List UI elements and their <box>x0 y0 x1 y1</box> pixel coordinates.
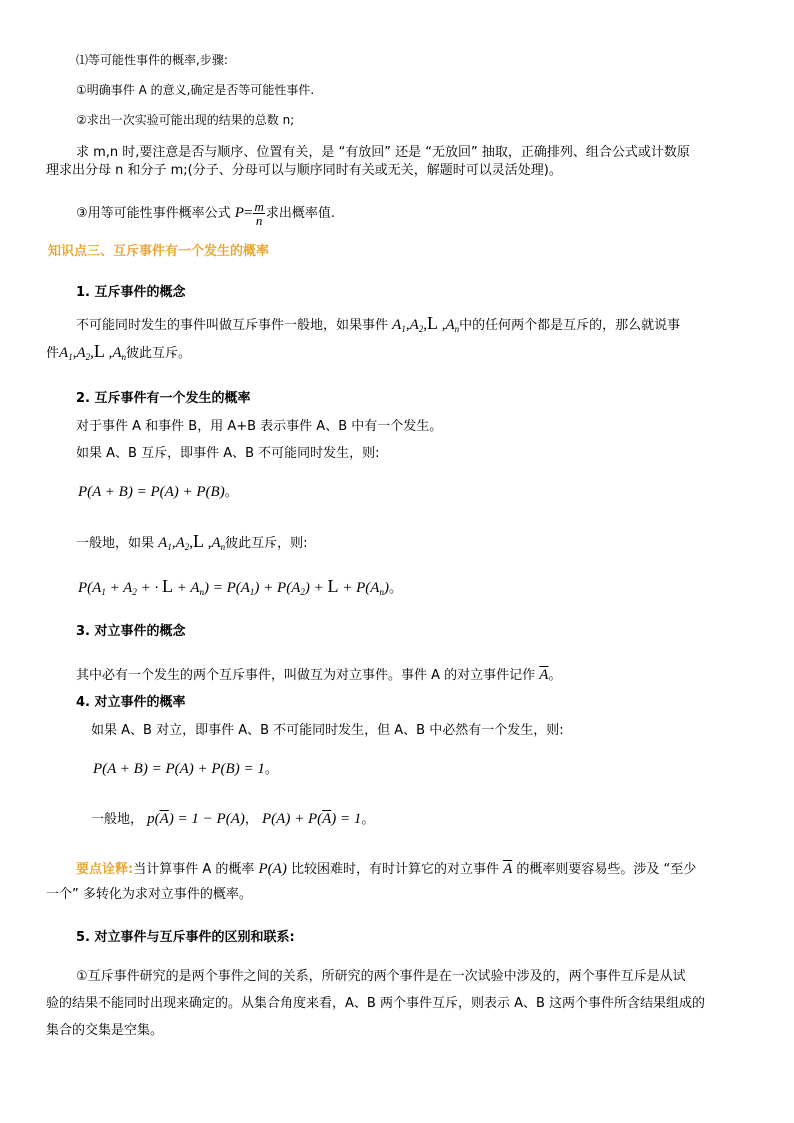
formula-3-text: P(A + B) = P(A) + P(B) = 1 <box>93 761 265 777</box>
para-2-line-3: 一般地，如果 $A_1,A_2,L$ $,A_n$彼此互斥，则: <box>76 531 308 552</box>
sym-a1: $A_1$ <box>158 535 172 552</box>
para-1-text: 不可能同时发生的事件叫做互斥事件一般地，如果事件 <box>76 318 393 333</box>
formula-2: $P(A_1 + A_2$ + · $L + A_n) = P(A_1) + P(A_2) + L + P(A_n)$。 <box>78 576 402 597</box>
formula-p: P <box>234 205 244 221</box>
para-2-line-1: 对于事件 A 和事件 B，用 A+B 表示事件 A、B 中有一个发生。 <box>76 419 443 434</box>
note-line-1: 求 m,n 时,要注意是否与顺序、位置有关，是 “有放回” 还是 “无放回” 抽取，正确排列、组合公式或计数原 <box>76 145 690 160</box>
para-2-line-2: 如果 A、B 互斥，即事件 A、B 不可能同时发生，则: <box>76 446 380 461</box>
formula-1-end: 。 <box>224 485 238 500</box>
sym-an: $A_n$ <box>112 345 127 362</box>
ellipsis-l: L <box>161 576 173 596</box>
formula-1-text: P(A + B) = P(A) + P(B) <box>78 484 225 500</box>
formula-4: 一般地， $p(\overline{A}) = 1 - P(A)$， $P(A) + P(\overline{A}) = 1$。 <box>91 811 375 827</box>
ellipsis-l: L <box>192 531 204 551</box>
step-3-tail: 求出概率值. <box>265 206 335 221</box>
step-3-text: ③用等可能性事件概率公式 <box>76 206 235 221</box>
sym-an: $A_n$ <box>445 317 460 334</box>
heading-5: 5. 对立事件与互斥事件的区别和联系: <box>76 930 295 945</box>
para-3-text: 其中必有一个发生的两个互斥事件，叫做互为对立事件。事件 A 的对立事件记作 <box>76 668 540 683</box>
sym-a2: $A_2$ <box>409 317 424 334</box>
para-2-tail: 彼此互斥，则: <box>225 536 308 551</box>
heading-2: 2. 互斥事件有一个发生的概率 <box>76 391 251 406</box>
formula-1 <box>78 483 238 502</box>
formula-fraction <box>253 200 264 227</box>
formula-eq: = <box>243 205 253 221</box>
fraction-numerator: m <box>254 199 264 214</box>
para-5-line-1: ①互斥事件研究的是两个事件之间的关系，所研究的两个事件是在一次试验中涉及的，两个事件互斥是从试 <box>76 969 686 984</box>
para-1-line-1: 不可能同时发生的事件叫做互斥事件一般地，如果事件 $A_1,A_2,L$ $,A_n$中的任何两个都是互斥的，那么就说事 <box>76 313 681 334</box>
step-1: ①明确事件 A 的意义,确定是否等可能性事件. <box>76 83 315 97</box>
sym-a1: $A_1$ <box>392 317 406 334</box>
ellipsis-l: L <box>426 313 438 333</box>
para-1-line-2: 件$A_1,A_2,L$ $,A_n$彼此互斥。 <box>46 341 192 362</box>
key-point-label: 要点诠释: <box>76 862 134 877</box>
sym-a2: $A_2$ <box>76 345 91 362</box>
key-point-line-2: 一个” 多转化为求对立事件的概率。 <box>46 887 252 902</box>
step-3 <box>76 200 335 227</box>
para-1-end: 彼此互斥。 <box>126 346 192 361</box>
para-1-tail: 中的任何两个都是互斥的，那么就说事 <box>459 318 681 333</box>
para-2-prefix: 一般地，如果 <box>76 536 159 551</box>
para-1-prefix: 件 <box>46 346 60 361</box>
para-4-line-1: 如果 A、B 对立，即事件 A、B 不可能同时发生，但 A、B 中必然有一个发生，则: <box>91 723 564 738</box>
fraction-denominator: n <box>255 213 263 228</box>
note-line-2: 理求出分母 n 和分子 m;(分子、分母可以与顺序同时有关或无关，解题时可以灵活处理)。 <box>46 163 562 178</box>
para-5-line-2: 验的结果不能同时出现来确定的。从集合角度来看，A、B 两个事件互斥，则表示 A、B 这两个事件所含结果组成的 <box>46 996 706 1011</box>
complement-a: $\overline{A}$ <box>539 667 549 683</box>
ellipsis-l: L <box>327 576 339 596</box>
formula-3: P(A + B) = P(A) + P(B) = 1。 <box>93 761 278 777</box>
step-heading: ⑴等可能性事件的概率,步骤: <box>76 53 228 67</box>
heading-1: 1. 互斥事件的概念 <box>76 285 186 300</box>
formula-2-end: 。 <box>388 581 402 596</box>
heading-3: 3. 对立事件的概念 <box>76 624 186 639</box>
sym-an: $A_n$ <box>211 535 226 552</box>
step-2: ②求出一次实验可能出现的结果的总数 n; <box>76 113 295 127</box>
para-3: 其中必有一个发生的两个互斥事件，叫做互为对立事件。事件 A 的对立事件记作 $\overline{A}$。 <box>76 667 562 683</box>
heading-4: 4. 对立事件的概率 <box>76 695 186 710</box>
para-5-line-3: 集合的交集是空集。 <box>46 1023 164 1038</box>
ellipsis-l: L <box>93 341 105 361</box>
key-point-line-1: 要点诠释:当计算事件 A 的概率 P(A) 比较困难时，有时计算它的对立事件 $\overline{A}$ 的概率则要容易些。涉及 “至少 <box>76 861 697 877</box>
sym-a2: $A_2$ <box>175 535 190 552</box>
para-4-prefix: 一般地， <box>91 812 148 827</box>
section-heading: 知识点三、互斥事件有一个发生的概率 <box>48 244 270 259</box>
sym-a1: $A_1$ <box>59 345 73 362</box>
